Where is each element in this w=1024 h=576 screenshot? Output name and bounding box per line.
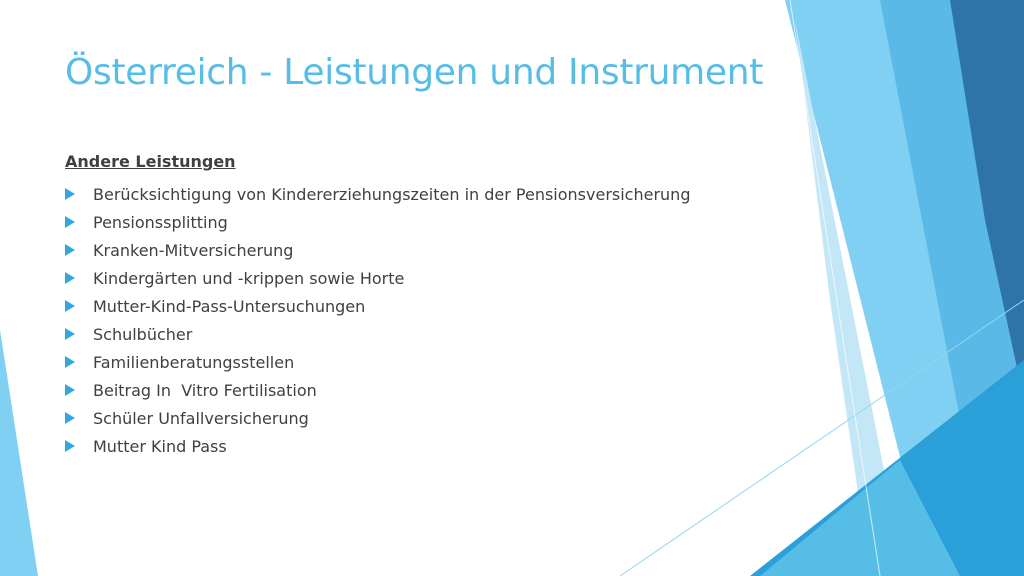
- bullet-arrow-icon: [65, 272, 75, 284]
- bullet-text: Schulbücher: [93, 324, 193, 344]
- bullet-text: Familienberatungsstellen: [93, 352, 295, 372]
- bullet-arrow-icon: [65, 300, 75, 312]
- bullet-item: [65, 236, 690, 264]
- bullet-text: Mutter-Kind-Pass-Untersuchungen: [93, 296, 366, 316]
- bullet-arrow-icon: [65, 384, 75, 396]
- bullet-item: [65, 376, 690, 404]
- bullet-list: [65, 180, 690, 460]
- bullet-text: Berücksichtigung von Kindererziehungszeiten in der Pensionsversicherung: [93, 184, 691, 204]
- slide-title: Österreich - Leistungen und Instrument: [65, 52, 764, 93]
- bullet-item: [65, 348, 690, 376]
- bullet-arrow-icon: [65, 244, 75, 256]
- bullet-arrow-icon: [65, 188, 75, 200]
- bullet-item: [65, 432, 690, 460]
- bullet-arrow-icon: [65, 412, 75, 424]
- bullet-text: Beitrag In Vitro Fertilisation: [93, 380, 317, 400]
- bullet-arrow-icon: [65, 440, 75, 452]
- bullet-text: Mutter Kind Pass: [93, 436, 227, 456]
- bullet-item: [65, 292, 690, 320]
- bullet-arrow-icon: [65, 328, 75, 340]
- bullet-item: [65, 264, 690, 292]
- bullet-text: Kindergärten und -krippen sowie Horte: [93, 268, 405, 288]
- left-sliver-shape: [0, 330, 38, 576]
- bullet-item: [65, 404, 690, 432]
- bullet-text: Schüler Unfallversicherung: [93, 408, 309, 428]
- bullet-text: Kranken-Mitversicherung: [93, 240, 294, 260]
- bullet-item: [65, 320, 690, 348]
- subheading: Andere Leistungen: [65, 152, 236, 171]
- bullet-item: [65, 180, 690, 208]
- bullet-arrow-icon: [65, 216, 75, 228]
- bullet-text: Pensionssplitting: [93, 212, 228, 232]
- bullet-item: [65, 208, 690, 236]
- bullet-arrow-icon: [65, 356, 75, 368]
